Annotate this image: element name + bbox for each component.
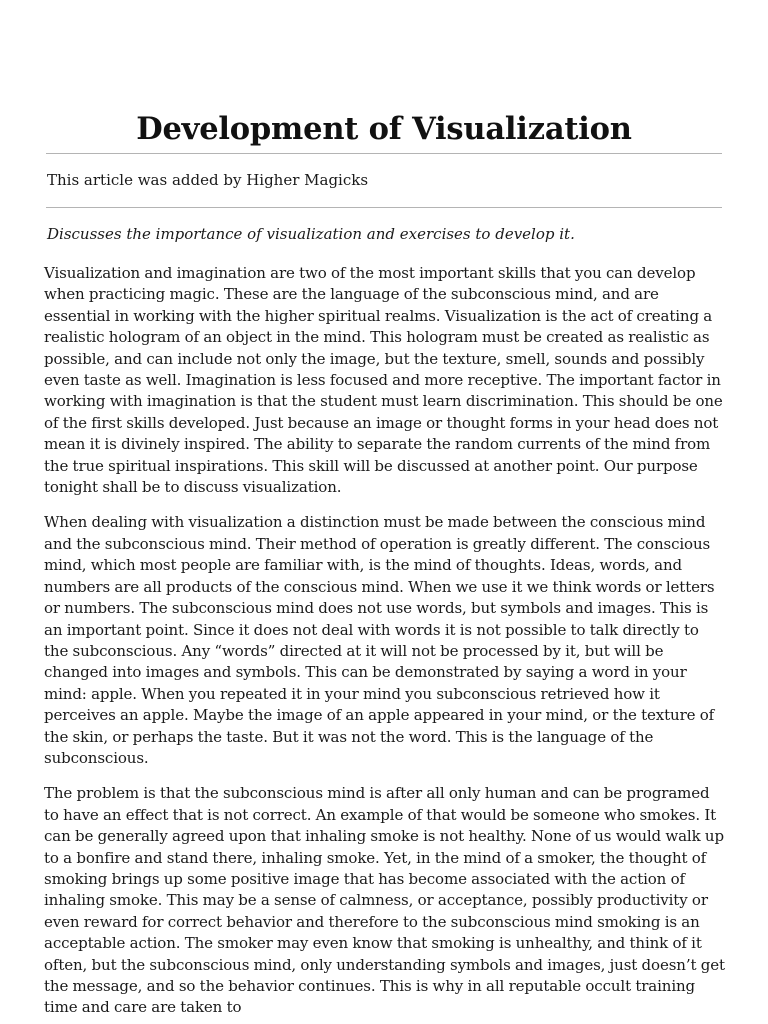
article-summary: Discusses the importance of visualization and exercises to develop it. — [47, 225, 575, 243]
body-paragraph-1: Visualization and imagination are two of the most important skills that you can develop when practicing magic. These are the language of the subconscious mind, and are essential in working with the higher spiritual realms. Visualization is the act of creating a realistic hologram of an object in the mind. This hologram must be created as realistic as possible, and can include not only the image, but the texture, smell, sounds and possibly even taste as well. Imagination is less focused and more receptive. The important factor in working with imagination is that the student must learn discrimination. This should be one of the first skills developed. Just because an image or thought forms in your head does not mean it is divinely inspired. The ability to separate the random currents of the mind from the true spiritual inspirations. This skill will be discussed at another point. Our purpose tonight shall be to discuss visualization. — [44, 264, 723, 497]
divider-top — [46, 153, 722, 154]
body-paragraph-2: When dealing with visualization a distinction must be made between the conscious mind and the subconscious mind. Their method of operation is greatly different. The conscious mind, which most people are familiar with, is the mind of thoughts. Ideas, words, and numbers are all products of the conscious mind. When we use it we think words or letters or numbers. The subconscious mind does not use words, but symbols and images. This is an important point. Since it does not deal with words it is not possible to talk directly to the subconscious. Any “words” directed at it will not be processed by it, but will be changed into images and symbols. This can be demonstrated by saying a word in your mind: apple. When you repeated it in your mind you subconscious retrieved how it perceives an apple. Maybe the image of an apple appeared in your mind, or the texture of the skin, or perhaps the taste. But it was not the word. This is the language of the subconscious. — [44, 513, 715, 767]
article-body — [44, 263, 725, 1024]
divider-bottom — [46, 207, 722, 208]
article-byline: This article was added by Higher Magicks — [47, 171, 369, 189]
page-title: Development of Visualization — [136, 111, 632, 148]
body-paragraph-3: The problem is that the subconscious mind is after all only human and can be programed to have an effect that is not correct. An example of that would be someone who smokes. It can be generally agreed upon that inhaling smoke is not healthy. None of us would walk up to a bonfire and stand there, inhaling smoke. Yet, in the mind of a smoker, the thought of smoking brings up some positive image that has become associated with the action of inhaling smoke. This may be a sense of calmness, or acceptance, possibly productivity or even reward for correct behavior and therefore to the subconscious mind smoking is an acceptable action. The smoker may even know that smoking is unhealthy, and think of it often, but the subconscious mind, only understanding symbols and images, just doesn’t get the message, and so the behavior continues. This is why in all reputable occult training time and care are taken to — [44, 784, 725, 1017]
